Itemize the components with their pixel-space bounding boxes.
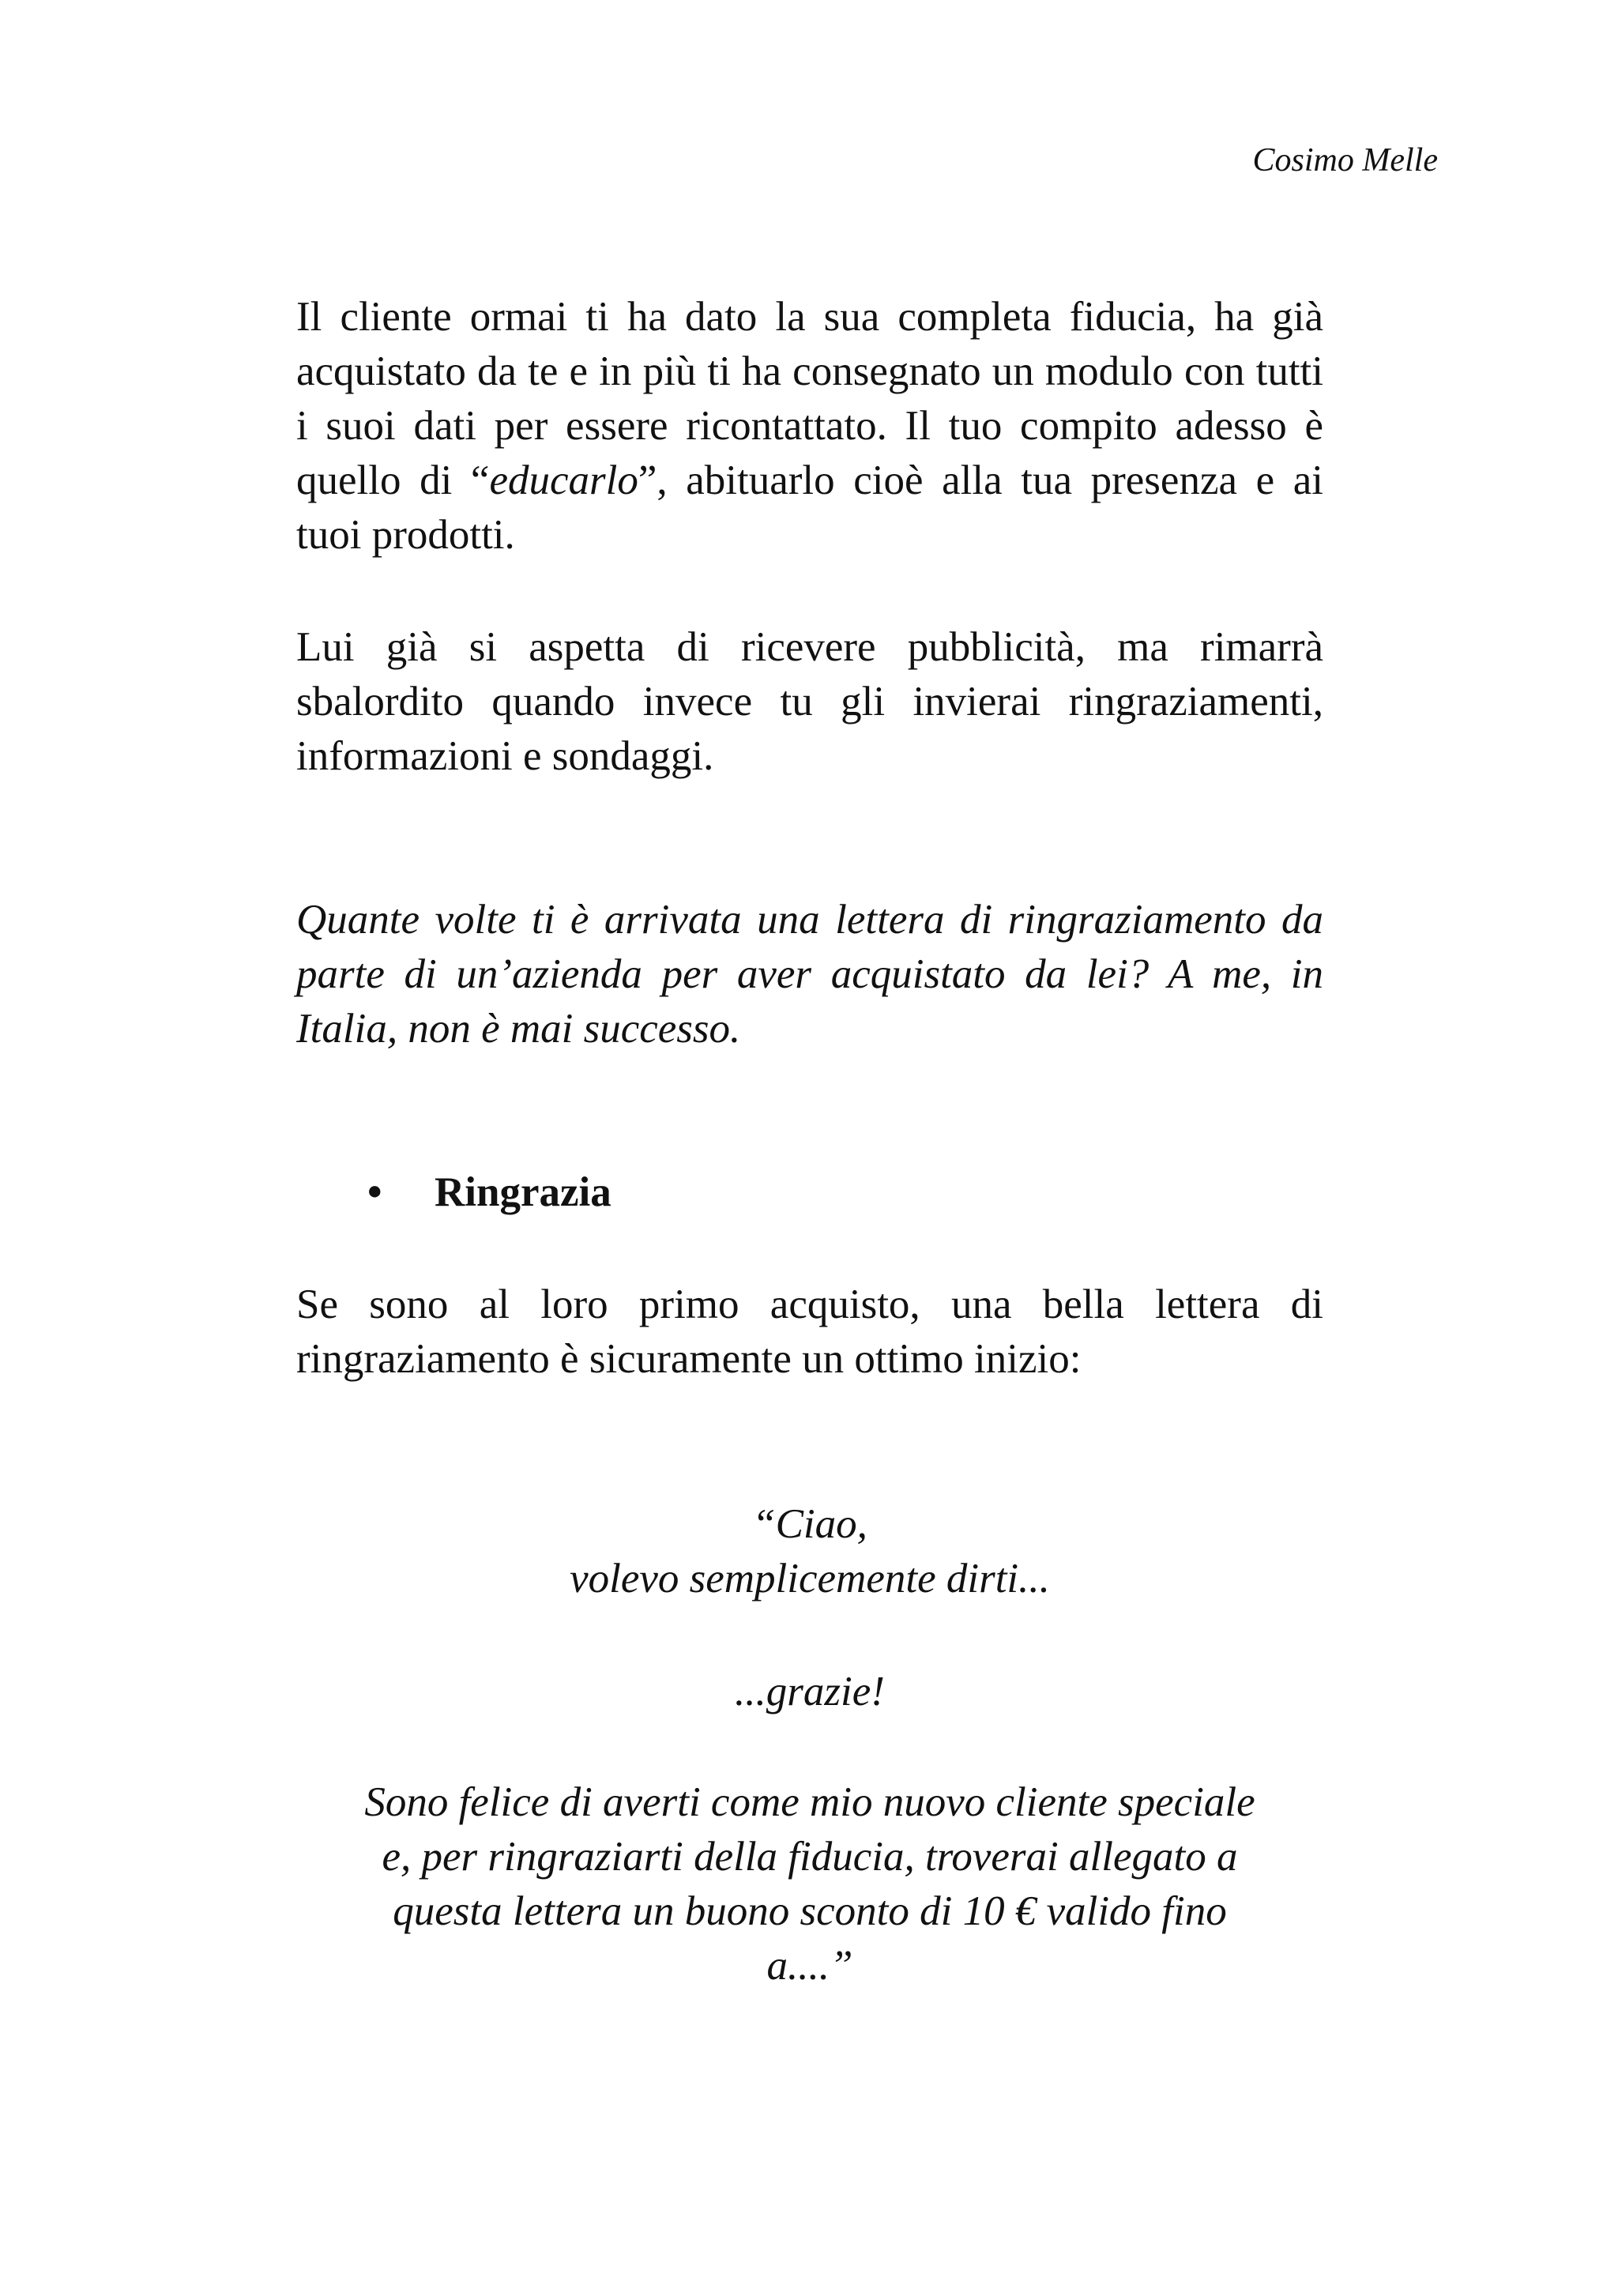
paragraph-question: Quante volte ti è arrivata una lettera di ringraziamento da parte di un’azienda per aver acquistato da lei? A me, in Italia, non è mai successo. xyxy=(296,897,1323,1052)
letter-closing-line: Sono felice di averti come mio nuovo cliente speciale xyxy=(364,1779,1255,1825)
letter-closing-line: a....” xyxy=(766,1943,853,1989)
letter-greeting: “Ciao, xyxy=(752,1501,867,1547)
letter-line-2: volevo semplicemente dirti... xyxy=(570,1556,1050,1602)
paragraph-expectation: Lui già si aspetta di ricevere pubblicità, ma rimarrà sbalordito quando invece tu gli invierai ringraziamenti, informazioni e sondaggi. xyxy=(296,624,1323,779)
paragraph-intro-text-end: ”, abituarlo cioè alla tua presenza e ai tuoi prodotti. xyxy=(296,457,1323,558)
letter-thanks: ...grazie! xyxy=(735,1669,885,1714)
bullet-icon: • xyxy=(367,1169,382,1215)
section-heading-label: Ringrazia xyxy=(435,1169,611,1215)
letter-opening xyxy=(296,1497,1323,1606)
section-heading-ringrazia xyxy=(367,1165,611,1220)
paragraph-intro-text-start: Il cliente ormai ti ha dato la sua completa fiducia, ha già acquistato da te e in più ti ha consegnato un modulo con tutti i suoi dati per essere ricontattato. Il tuo compito adesso è quello di “ xyxy=(296,294,1323,503)
paragraph-intro xyxy=(296,290,1323,563)
paragraph-first-purchase: Se sono al loro primo acquisto, una bella lettera di ringraziamento è sicuramente un ottimo inizio: xyxy=(296,1282,1323,1382)
paragraph-intro-emphasis: educarlo xyxy=(489,457,638,503)
letter-closing xyxy=(296,1775,1323,1993)
letter-closing-line: questa lettera un buono sconto di 10 € valido fino xyxy=(393,1888,1227,1934)
running-header-author: Cosimo Melle xyxy=(1252,142,1438,179)
letter-closing-line: e, per ringraziarti della fiducia, troverai allegato a xyxy=(382,1834,1238,1880)
